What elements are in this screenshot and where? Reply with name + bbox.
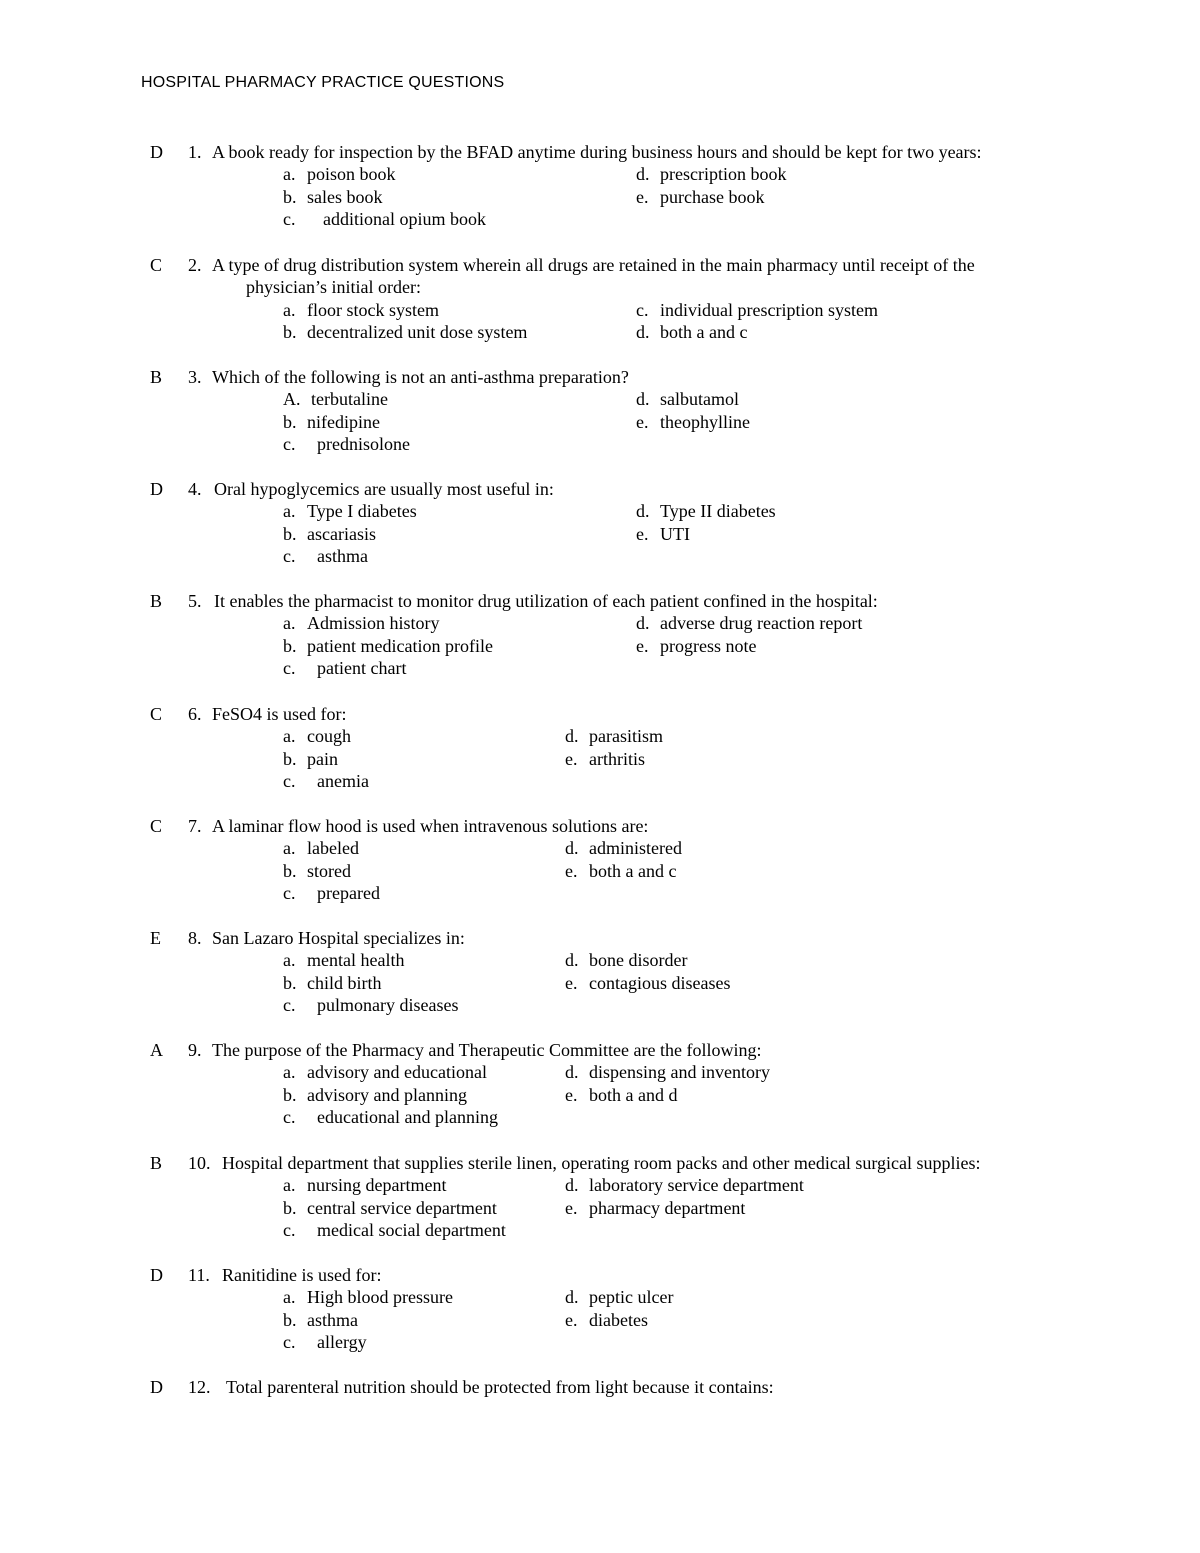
option-b: b. nifedipine <box>283 412 380 432</box>
option-d: d. adverse drug reaction report <box>636 613 863 633</box>
question-number: 1. <box>188 142 202 162</box>
answer-key: D <box>150 142 163 162</box>
option-c: c. prednisolone <box>283 434 410 454</box>
option-a: a. Type I diabetes <box>283 501 417 521</box>
option-c: c. medical social department <box>283 1220 506 1240</box>
question-stem: Hospital department that supplies sterile linen, operating room packs and other medical surgical supplies: <box>222 1153 981 1173</box>
option-b: b. stored <box>283 861 351 881</box>
option-b: b. advisory and planning <box>283 1085 467 1105</box>
option-b: b. child birth <box>283 973 382 993</box>
option-e: e. purchase book <box>636 187 765 207</box>
question-number: 9. <box>188 1040 202 1060</box>
option-a: a. advisory and educational <box>283 1062 487 1082</box>
question-stem: Ranitidine is used for: <box>222 1265 382 1285</box>
question-stem: Which of the following is not an anti-asthma preparation? <box>212 367 629 387</box>
option-b: b. pain <box>283 749 338 769</box>
option-b: b. sales book <box>283 187 383 207</box>
option-e: e. diabetes <box>565 1310 648 1330</box>
option-d: d. dispensing and inventory <box>565 1062 770 1082</box>
option-b: b. central service department <box>283 1198 497 1218</box>
option-d: d. bone disorder <box>565 950 688 970</box>
option-b: b. asthma <box>283 1310 358 1330</box>
question-stem: Total parenteral nutrition should be protected from light because it contains: <box>226 1377 774 1397</box>
option-d: d. both a and c <box>636 322 748 342</box>
answer-key: C <box>150 255 163 275</box>
question-number: 7. <box>188 816 202 836</box>
option-d: d. Type II diabetes <box>636 501 776 521</box>
question-number: 12. <box>188 1377 211 1397</box>
option-b: b. patient medication profile <box>283 636 493 656</box>
option-c: c. additional opium book <box>283 209 486 229</box>
option-c: c. pulmonary diseases <box>283 995 459 1015</box>
option-a: a. labeled <box>283 838 359 858</box>
option-e: e. contagious diseases <box>565 973 731 993</box>
option-b: b. ascariasis <box>283 524 376 544</box>
question-stem: A laminar flow hood is used when intravenous solutions are: <box>212 816 649 836</box>
option-e: e. theophylline <box>636 412 750 432</box>
option-d: d. prescription book <box>636 164 787 184</box>
question-stem: It enables the pharmacist to monitor drug utilization of each patient confined in the hospital: <box>214 591 878 611</box>
option-a: a. poison book <box>283 164 396 184</box>
option-d: d. salbutamol <box>636 389 739 409</box>
option-a: a. floor stock system <box>283 300 439 320</box>
answer-key: C <box>150 704 163 724</box>
answer-key: B <box>150 591 163 611</box>
option-a: a. Admission history <box>283 613 440 633</box>
option-c: c. individual prescription system <box>636 300 878 320</box>
option-a: a. High blood pressure <box>283 1287 453 1307</box>
option-e: e. UTI <box>636 524 690 544</box>
question-stem: Oral hypoglycemics are usually most useful in: <box>214 479 554 499</box>
option-d: d. peptic ulcer <box>565 1287 674 1307</box>
question-number: 6. <box>188 704 202 724</box>
option-c: c. allergy <box>283 1332 367 1352</box>
answer-key: D <box>150 479 163 499</box>
option-d: d. administered <box>565 838 682 858</box>
option-e: e. arthritis <box>565 749 645 769</box>
answer-key: B <box>150 1153 163 1173</box>
answer-key: A <box>150 1040 163 1060</box>
option-e: e. pharmacy department <box>565 1198 746 1218</box>
option-d: d. parasitism <box>565 726 663 746</box>
question-number: 11. <box>188 1265 210 1285</box>
option-c: c. educational and planning <box>283 1107 498 1127</box>
question-number: 5. <box>188 591 202 611</box>
option-a: A. terbutaline <box>283 389 388 409</box>
option-e: e. both a and d <box>565 1085 678 1105</box>
question-stem: The purpose of the Pharmacy and Therapeutic Committee are the following: <box>212 1040 762 1060</box>
answer-key: E <box>150 928 161 948</box>
option-a: a. cough <box>283 726 351 746</box>
question-stem: San Lazaro Hospital specializes in: <box>212 928 465 948</box>
question-stem: FeSO4 is used for: <box>212 704 347 724</box>
question-number: 3. <box>188 367 202 387</box>
question-number: 10. <box>188 1153 211 1173</box>
option-c: c. asthma <box>283 546 368 566</box>
answer-key: D <box>150 1377 163 1397</box>
question-stem: A book ready for inspection by the BFAD anytime during business hours and should be kept for two years: <box>212 142 982 162</box>
question-stem: A type of drug distribution system wherein all drugs are retained in the main pharmacy until receipt of the <box>212 255 975 275</box>
question-number: 4. <box>188 479 202 499</box>
option-e: e. progress note <box>636 636 757 656</box>
question-number: 2. <box>188 255 202 275</box>
option-e: e. both a and c <box>565 861 677 881</box>
option-a: a. mental health <box>283 950 405 970</box>
option-c: c. patient chart <box>283 658 407 678</box>
option-d: d. laboratory service department <box>565 1175 804 1195</box>
option-b: b. decentralized unit dose system <box>283 322 528 342</box>
question-number: 8. <box>188 928 202 948</box>
document-title: HOSPITAL PHARMACY PRACTICE QUESTIONS <box>141 74 505 91</box>
answer-key: C <box>150 816 163 836</box>
option-c: c. anemia <box>283 771 369 791</box>
option-a: a. nursing department <box>283 1175 447 1195</box>
answer-key: B <box>150 367 163 387</box>
option-c: c. prepared <box>283 883 380 903</box>
question-stem-continued: physician’s initial order: <box>246 277 421 297</box>
answer-key: D <box>150 1265 163 1285</box>
